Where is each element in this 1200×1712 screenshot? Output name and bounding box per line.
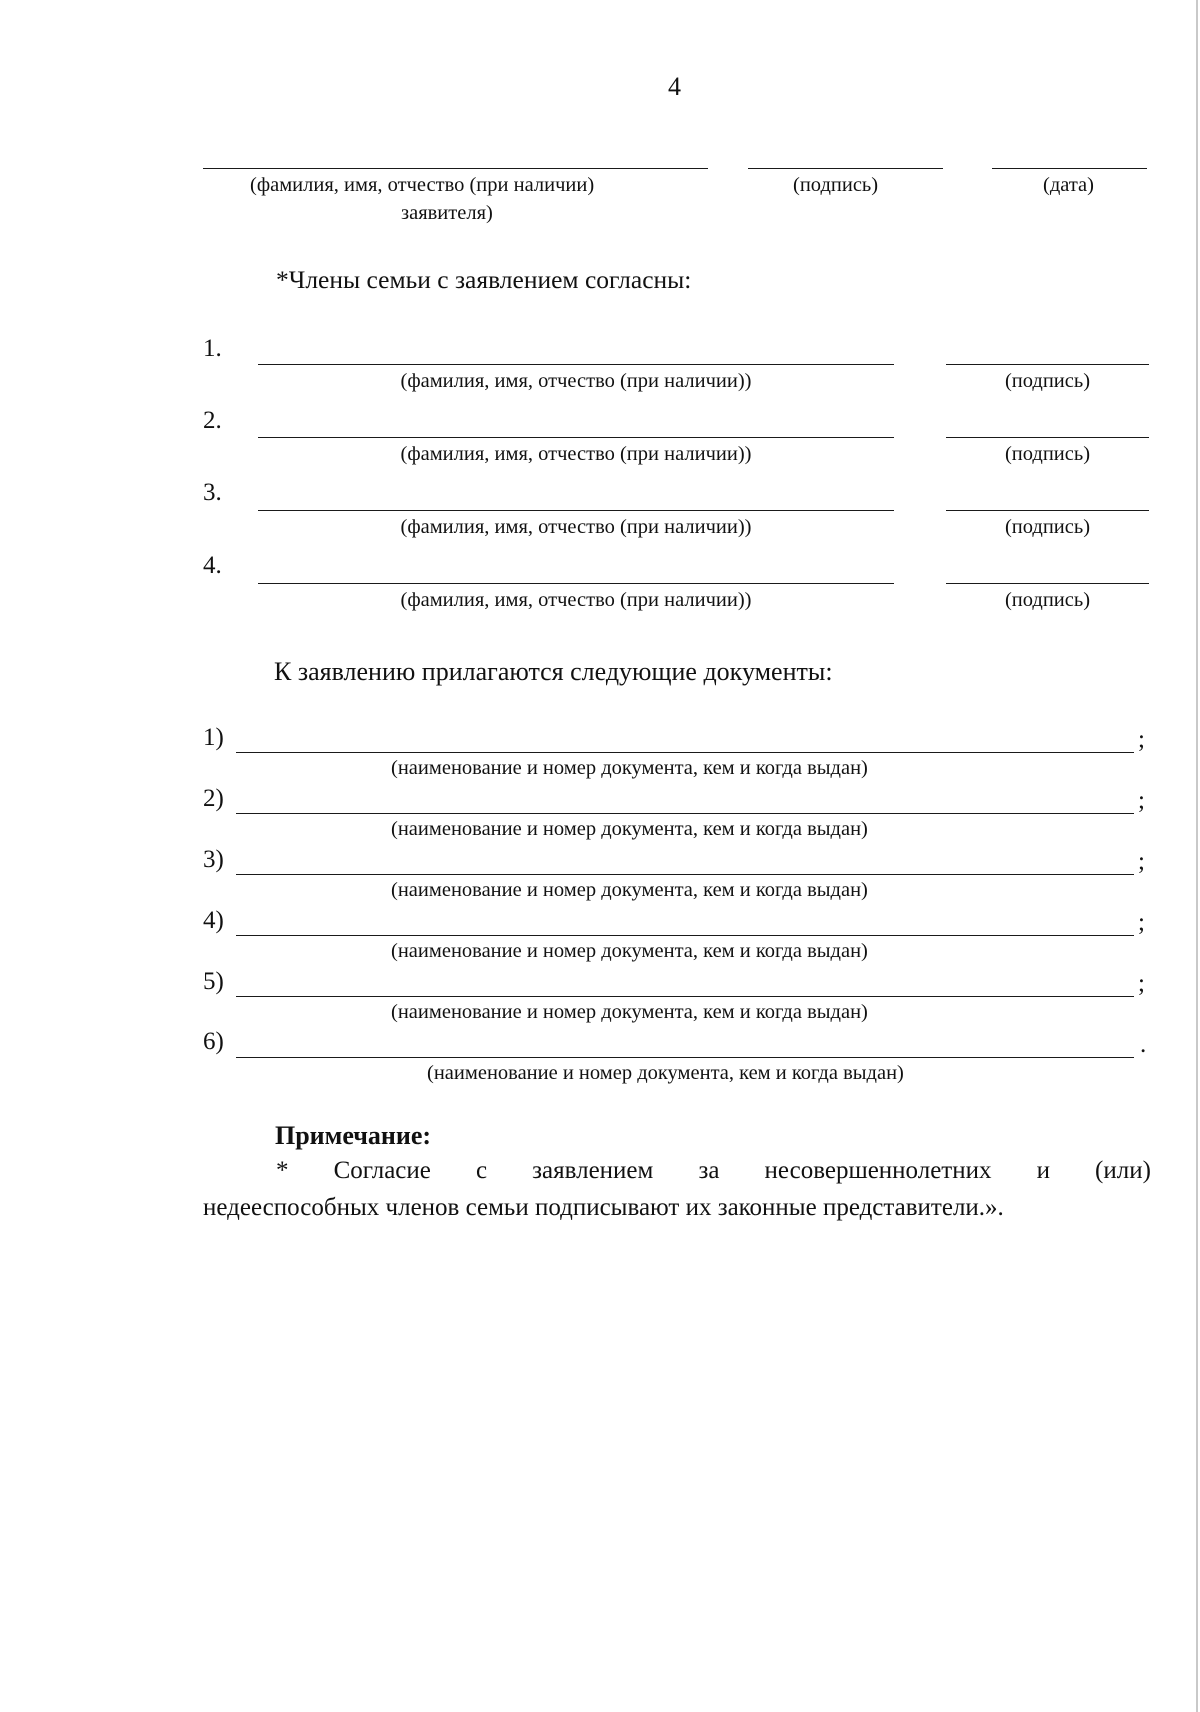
note-word: Согласие (333, 1157, 431, 1184)
document-line (236, 752, 1134, 753)
document-number: 6) (203, 1028, 224, 1055)
family-member-signature-caption: (подпись) (1004, 589, 1091, 611)
note-word: с (475, 1157, 488, 1184)
applicant-signature-caption: (подпись) (793, 174, 879, 196)
note-word: (или) (1095, 1157, 1151, 1184)
family-member-name-caption: (фамилия, имя, отчество (при наличии)) (400, 589, 752, 611)
family-member-signature-line (946, 583, 1149, 584)
document-caption: (наименование и номер документа, кем и когда выдан) (391, 757, 868, 779)
document-caption: (наименование и номер документа, кем и когда выдан) (391, 1001, 868, 1023)
note-word: заявлением (532, 1157, 654, 1184)
document-number: 1) (203, 724, 224, 751)
note-title: Примечание: (275, 1121, 432, 1150)
applicant-date-line (992, 168, 1147, 169)
family-member-name-line (258, 583, 894, 584)
document-number: 3) (203, 846, 224, 873)
family-member-number: 3. (203, 479, 222, 506)
document-line-end: ; (1138, 787, 1145, 814)
document-line (236, 935, 1134, 936)
note-text-line-1 (200, 1157, 1151, 1185)
document-line (236, 874, 1134, 875)
family-member-name-line (258, 510, 894, 511)
family-member-number: 4. (203, 552, 222, 579)
family-member-name-caption: (фамилия, имя, отчество (при наличии)) (400, 443, 752, 465)
document-caption: (наименование и номер документа, кем и когда выдан) (391, 940, 868, 962)
document-line-end: ; (1138, 726, 1145, 753)
applicant-name-caption-continued: заявителя) (401, 202, 493, 224)
family-member-name-line (258, 437, 894, 438)
family-member-signature-caption: (подпись) (1004, 443, 1091, 465)
family-member-number: 2. (203, 407, 222, 434)
note-word: и (1036, 1157, 1050, 1184)
family-consent-heading: *Члены семьи с заявлением согласны: (276, 265, 692, 294)
page-number: 4 (668, 72, 681, 101)
document-line (236, 1057, 1134, 1058)
family-member-signature-caption: (подпись) (1004, 516, 1091, 538)
family-member-signature-line (946, 437, 1149, 438)
family-member-signature-line (946, 364, 1149, 365)
family-member-signature-caption: (подпись) (1004, 370, 1091, 392)
document-line (236, 996, 1134, 997)
applicant-date-caption: (дата) (1043, 174, 1094, 196)
document-line-end: ; (1138, 848, 1145, 875)
applicant-name-caption: (фамилия, имя, отчество (при наличии) (250, 174, 595, 196)
document-caption: (наименование и номер документа, кем и когда выдан) (391, 879, 868, 901)
document-line-end: ; (1138, 909, 1145, 936)
family-member-signature-line (946, 510, 1149, 511)
document-caption: (наименование и номер документа, кем и когда выдан) (391, 818, 868, 840)
document-line-end: . (1140, 1031, 1147, 1058)
family-member-name-caption: (фамилия, имя, отчество (при наличии)) (400, 370, 752, 392)
document-line (236, 813, 1134, 814)
document-number: 2) (203, 785, 224, 812)
applicant-name-line (203, 168, 708, 169)
applicant-signature-line (748, 168, 943, 169)
document-line-end: ; (1138, 970, 1145, 997)
family-member-name-caption: (фамилия, имя, отчество (при наличии)) (400, 516, 752, 538)
document-number: 5) (203, 968, 224, 995)
family-member-name-line (258, 364, 894, 365)
family-member-number: 1. (203, 335, 222, 362)
attached-documents-heading: К заявлению прилагаются следующие документы: (274, 657, 833, 686)
note-word: * (276, 1157, 289, 1184)
document-number: 4) (203, 907, 224, 934)
note-word: несовершеннолетних (764, 1157, 992, 1184)
note-word: за (698, 1157, 720, 1184)
document-caption: (наименование и номер документа, кем и когда выдан) (427, 1062, 904, 1084)
note-text-line-2: недееспособных членов семьи подписывают их законные представители.». (203, 1194, 1004, 1221)
page-edge-divider (1196, 0, 1198, 1712)
